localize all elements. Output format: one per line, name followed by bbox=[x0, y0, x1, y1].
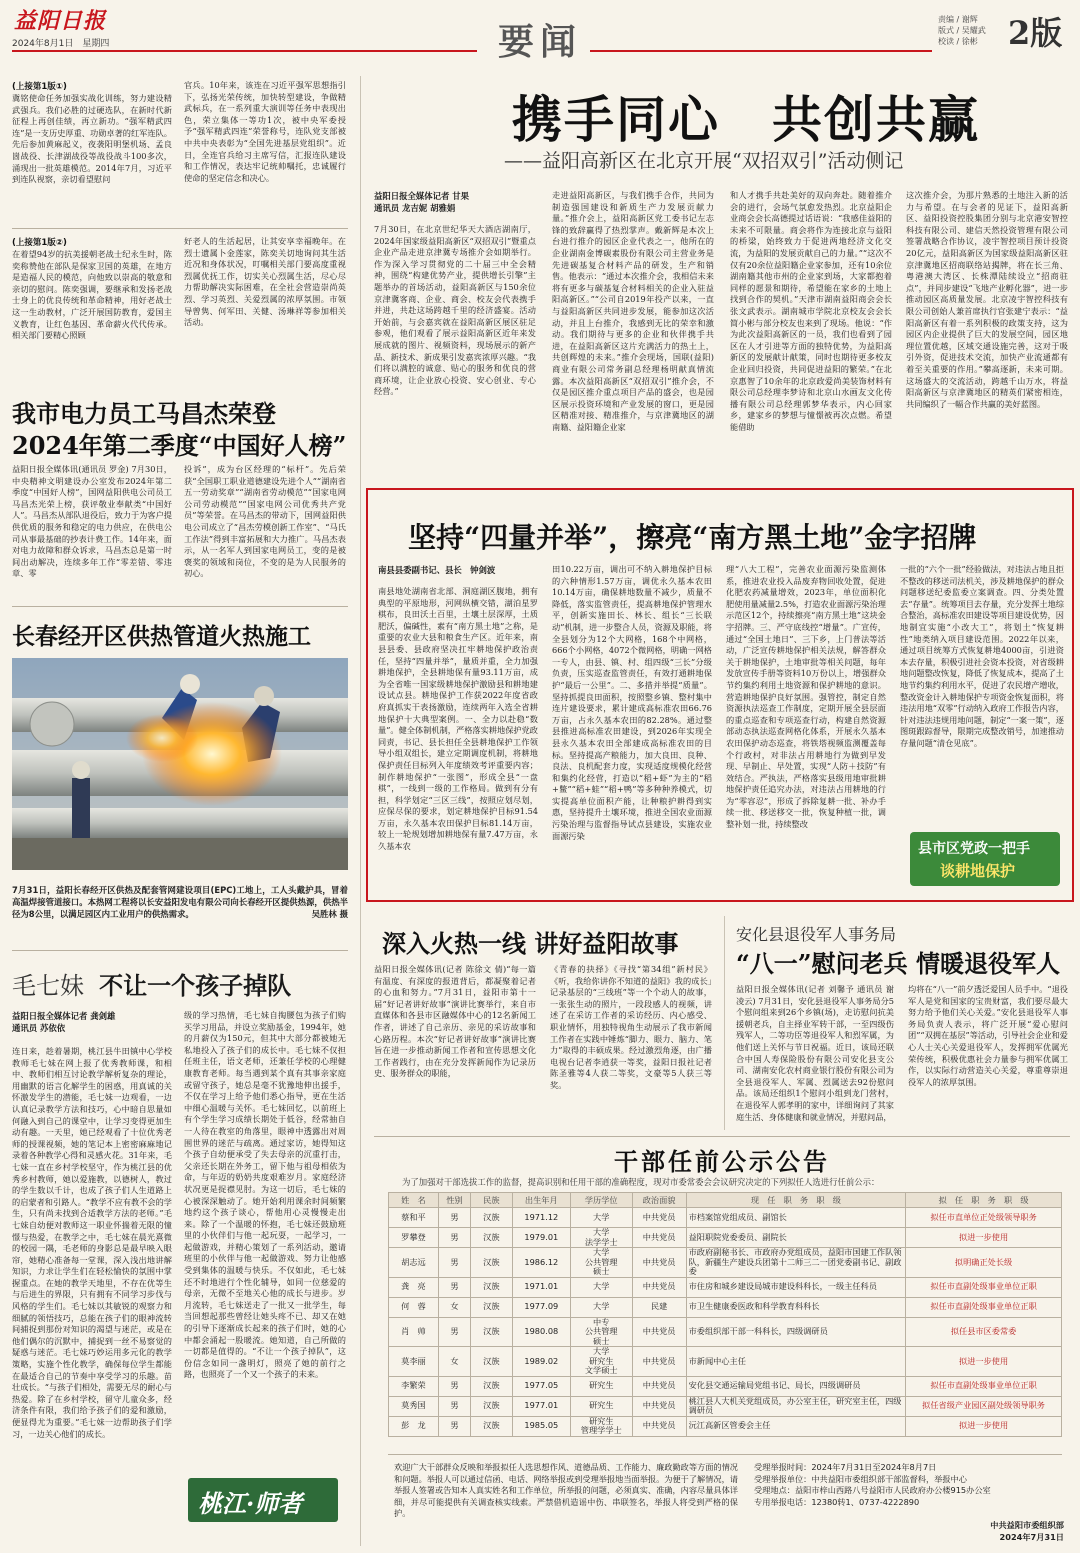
report-info bbox=[754, 1462, 1064, 1543]
table-cell: 汉族 bbox=[470, 1277, 512, 1297]
notice-signature: 中共益阳市委组织部 bbox=[990, 1520, 1064, 1530]
divider bbox=[12, 950, 348, 951]
article-text-col: 连日来，趁着暑期，桃江县牛田镇中心学校教师毛七妹在网上报了优秀教师课，和相中、教师们相互讨论教学解析复杂的理论，用幽默的语言化解学生的困惑，用真诚的关怀激发学生的潜能，毛七妹一边观看，一边认真记录教学方法和技巧，心中暗自思量如何融入到自己的课堂中，让学习变得更加生动有趣。一天里，她已经观看了十位优秀老师的授课视频，她的笔记本上密密麻麻地记录着各种教学心得和灵感火花。31年来，毛七妹一直在乡村学校坚守，作为桃江县的优秀乡村教师，她以爱施教，以德树人，教过的学生数以千计，也成了孩子们人生道路上的启蒙者和引路人。“教学不应有教不会的学生，只有尚未找到合适教学方法的老师。”毛七妹自幼便对教师这一职业怀揣着无限的憧憬与热爱，在教学之中，毛七妹在晨光熹微的校园一隅，毛老师的身影总是最早映入眼帘，她精心准备每一堂课，深入浅出地讲解知识，力求让学生们在轻松愉快的氛围中掌握重点。在她的教学天地里，不存在优等生与后进生的界限，只有拥有不同学习步伐与风格的学生们。毛七妹以其敏锐的观察力和细腻的领悟技巧，总能在孩子们的眼神流转间捕捉到那份对知识的渴望与迷茫，或是在他们偶尔的沉默中，捕捉到一丝不易察觉的疑惑与迷茫。毛七妹巧妙运用多元化的教学策略，实施个性化教学，确保每位学生都能在最适合自己的节奏中享受学习的乐趣。苗壮成长。“与孩子们相处，需要无尽的耐心与热爱。除了在乡村学校，留守儿童众多，经济条件有限，我们给予孩子们的爱和激励，便显得尤为重要。”毛七妹一边帮助孩子们学习，一边关心他们的成长。 bbox=[12, 1046, 172, 1439]
table-cell: 大学 bbox=[570, 1208, 632, 1228]
table-cell: 中共党员 bbox=[632, 1376, 686, 1396]
column-badge bbox=[188, 1478, 338, 1522]
table-cell: 1971.12 bbox=[512, 1208, 570, 1228]
construction-photo bbox=[12, 658, 348, 870]
table-cell: 1985.05 bbox=[512, 1416, 570, 1436]
column-rule bbox=[360, 76, 361, 1546]
editor-line: 责编 / 谢辉 bbox=[938, 15, 978, 24]
article-text-col: 益阳日报全媒体讯(通讯员 罗金) 7月30日，中央精神文明建设办公室发布2024年第二季度“中国好人榜”，国网益阳供电公司员工马昌杰光荣上榜，获评敬业奉献类“中国好人”。马昌杰从部队退役后，致力于为客户提供优质的服务和稳定的电力供应，在供电公司从事最基础的抄表计费工作。14年来，面对电力故障和群众诉求，马昌杰总是第一时间出动解决，连续多年工作“零差错、零违章、零 bbox=[12, 464, 172, 579]
jump-text-col: 在着望94岁的抗美援朝老战士纪永生时，陈奕称赞他在部队是保家卫国的英雄，在地方是造福人民的模范，向他致以崇高的敬意和亲切的慰问。陈奕强调，要继承和发扬老战士身上的优良传统和革命精神，用好老战士这一生动教材，广泛开展国防教育，爱国主义教育，让红色基因、革命薪火代代传承。相关部门要精心照顾 bbox=[12, 249, 172, 341]
table-cell: 彭 龙 bbox=[389, 1416, 439, 1436]
newspaper-logo: 益阳日报 bbox=[14, 8, 107, 34]
notice-footer-rule bbox=[388, 1454, 1062, 1455]
table-row bbox=[389, 1416, 1062, 1436]
jump-label: (上接第1版①) bbox=[12, 82, 67, 92]
badge-text: 桃江·师者 bbox=[198, 1489, 303, 1518]
jump-text-col: 冀铭使命任务加强实战化训练，努力建设精武强兵。我们必胜的过硬选队，在新时代新征程上再创佳绩，再立新功。“强军精武四连”是一支历史厚重、功勋卓著的红军连队。先后参加黄麻起义，夜袭阳明堡机场、孟良崮战役、长津湖战役等战役战斗100多次，涌现出一批英雄模范。2014年7月，习近平到连队视察，亲切看望慰问 bbox=[12, 93, 172, 185]
article-text-col: 均将在“八一”前夕透泛爱国人员手中。“退役军人是党和国家的宝贵财富，我们要尽最大努力给予他们关心关爱。”安化县退役军人事务局负责人表示，将广泛开展“爱心慰问团”“双拥在基层”等活动，引导社会企业和爱心人士关心关爱退役军人，发挥拥军优属光荣传统，积极优惠社会力量参与拥军优属工作，以实际行动营造关心关爱，尊重尊崇退役军人的浓厚氛围。 bbox=[908, 984, 1068, 1087]
article-text-col: 南县地处湖南省北部、洞庭湖区腹地，拥有典型的平原地形，河网纵横交错，湖泊星罗棋布，良田沃土百里，土壤土层深厚，土质肥沃，偏碱性，素有“南方黑土地”之称，是重要的农业大县和粮食生产区。近年来，南县县委、县政府坚决扛牢耕地保护政治责任，坚持“四量并举”，量质并重，全力加强耕地保护，全县耕地保有量93.11万亩，成为全省唯一国家级耕地保护激励县和耕地建设试点县。耕地保护工作获2022年度省政府真抓实干表扬激励，连续两年入选全省耕地保护十大典型案例。一、全力以赴稳“数量”。健全体制机制，严格落实耕地保护党政同责，书记、县长担任全县耕地保护工作领导小组双组长，建立定期调度机制，将耕地保护责任目标列入年度绩效考评重要内容；制作耕地保护“一张图”，形成全县“一盘棋”，一线到一级的工作格局。做到有分有担，科学划定“三区三线”，按照应划尽划，应保尽保的要求，划定耕地保护目标91.54万亩，永久基本农田保护目标81.14万亩，较上一轮规划增加耕地保有量7.47万亩，永久基本农 bbox=[378, 586, 538, 852]
table-cell: 莫李丽 bbox=[389, 1347, 439, 1377]
byline: 通讯员 龙吉妮 胡雅娟 bbox=[374, 203, 456, 213]
table-cell: 汉族 bbox=[470, 1248, 512, 1278]
kicker: 安化县退役军人事务局 bbox=[736, 925, 897, 944]
jump-label: (上接第1版②) bbox=[12, 238, 67, 248]
table-cell: 男 bbox=[438, 1228, 470, 1248]
table-cell: 拟明确正处长级 bbox=[906, 1248, 1062, 1278]
masthead bbox=[0, 0, 1080, 66]
divider bbox=[12, 228, 348, 229]
article-text-col: 益阳日报全媒体讯(记者 刘馨予 通讯员 谢凌云) 7月31日，安化县退役军人事务局分5个慰问组来到26个乡镇(场)，走访慰问抗美援朝老兵，自主择业军转干部，一至四级伤残军人，二等功臣等退役军人和烈军属，为他们送上关怀与节日祝福。近日，该局还联合中国人寿保险股份有限公司安化县支公司、湖南安化农村商业银行股份有限公司为全县退役军人、军属、烈属送去92份慰问品。该局还组织1个慰问小组到龙门营村，在退役军人郭孝明的家中，详细询问了其家庭生活、身体健康和就业情况，并慰问品， bbox=[736, 984, 894, 1122]
article-main bbox=[374, 74, 1068, 482]
table-cell: 沅江高新区管委会主任 bbox=[686, 1416, 906, 1436]
table-cell: 中共党员 bbox=[632, 1228, 686, 1248]
table-cell: 1980.08 bbox=[512, 1317, 570, 1347]
headline: 我市电力员工马昌杰荣登 bbox=[12, 399, 276, 428]
table-cell: 大学 法学学士 bbox=[570, 1228, 632, 1248]
jump-article-2 bbox=[12, 236, 348, 356]
article-text-col: 7月30日，在北京世纪华天大酒店湖南厅，2024年国家级益阳高新区“双招双引”暨重点企业产品走进京津冀专场推介会如期举行。作为深入学习贯彻党的二十届三中全会精神，围绕“构建优势产业，提供增长引擎”主题举办的首场活动，益阳高新区与150余位京津冀客商、企业、商会、校友会代表携手并进，共赴这场跨越千里的经济盛宴。活动开始前，与会嘉宾就在益阳高新区展区驻足参观，他们观看了展示益阳高新区近年来发展成就的图片、视频资料，现场展示的新产品、新技术、新成果引发嘉宾浓厚兴趣。“我们将以满腔的诚意、贴心的服务和优良的营商环境，让企业放心投资、安心创业、专心经营。” bbox=[374, 224, 536, 397]
photo-credit: 吴胜林 摄 bbox=[311, 909, 348, 919]
headline: 坚持“四量并举”，擦亮“南方黑土地”金字招牌 bbox=[408, 521, 977, 554]
masthead-rule bbox=[12, 50, 477, 52]
byline: 益阳日报全媒体记者 甘果 bbox=[374, 191, 470, 201]
table-cell: 胡志远 bbox=[389, 1248, 439, 1278]
table-row bbox=[389, 1376, 1062, 1396]
table-cell: 1977.09 bbox=[512, 1297, 570, 1317]
table-cell: 男 bbox=[438, 1396, 470, 1416]
column-header: 民族 bbox=[470, 1193, 512, 1208]
headline-name: 毛七妹 bbox=[12, 972, 84, 1000]
table-cell: 汉族 bbox=[470, 1208, 512, 1228]
column-header: 政治面貌 bbox=[632, 1193, 686, 1208]
article-text-col: 一批的“六个一批”经验做法，对违法占地且拒不整改的移送司法机关，涉及耕地保护的群众问题移送纪委监委立案调查。四、分类处置去“存量”。统筹项目去存量，充分发挥土地综合整治，高标准农田建设等项目建设优势，因地制宜实施“小改大工”，将划土“恢复耕性”地类纳入项目建设范围。2022年以来，通过项目统筹方式恢复耕地4000亩，引进资本去存量，积极引进社会资本投资，对省级耕地问题整改恢复，降低了恢复成本，提高了土地节约集约利用水平，促进了农民增产增收，整改资金计入耕地保护专项资金恢复面积，将违法用地“双零”行动纳入政府工作报告内容，针对违法违规用地问题，制定“一案一策”，逐图斑跟踪督导，限期完成整改销号，加速推动存量问题“清仓见底”。 bbox=[900, 564, 1064, 748]
article-text-col: 级的学习热情，毛七妹自掏腰包为孩子们购买学习用品，并设立奖励基金，1994年，她的月薪仅为150元，但其中大部分都被她无私地投入了孩子们的成长中。毛七妹不仅担任班主任，语文老师，还兼任学校的心理健康教育老师。每当遇到某个真有其事亲家庭或留守孩子，她总是毫不犹豫地伸出援手，不仅在学习上给予他们悉心指导，更在生活中细心温暖与关怀。毛七妹回忆，以前班上有个学生学习成绩长期处于低谷，经常抽自一人待在教室的角落里，眼神中透露出对周围世界的迷茫与疏离。通过家访，她得知这个孩子自幼便承受了失去母亲的沉重打击，父亲还长期在外务工，留下他与祖母相依为命，与年迈的奶奶共度艰难岁月。家庭经济状况更是捉襟见肘。为这一切后，毛七妹的心被深深触动了。她开始利用课余时间频繁地约这个孩子谈心，帮他用心灵慢慢走出来。除了一个温暖的怀抱，毛七妹还鼓励班里的小伙伴们与他一起玩耍，一起学习，一起做游戏，并精心策划了一系列活动，邀请班里的小伙伴与他一起做游戏、努力让他感受到集体的温暖与快乐。不仅如此，毛七妹还不时地进行个性化辅导，如同一位慈爱的母亲，无微不至地关心他的成长与进步。岁月流转，毛七妹送走了一批又一批学生，每当回想起那些曾经让她头疼不已、却又在她的引导下逐渐成长起来的孩子们时，她的心中都会涌起一股暖流。她知道，自己所做的一切都是值得的。“不让一个孩子掉队”，这份信念如同一盏明灯，照亮了她的前行之路，也照亮了一个又一个孩子的未来。 bbox=[184, 1010, 346, 1380]
table-cell: 市住房和城乡建设局城市建设科科长，一级主任科员 bbox=[686, 1277, 906, 1297]
series-badge bbox=[910, 832, 1060, 886]
editor-line: 校读 / 徐彬 bbox=[938, 37, 978, 46]
article-teacher bbox=[12, 966, 348, 1546]
report-line: 受理举报时间：2024年7月31日至2024年8月7日 bbox=[754, 1462, 937, 1472]
column-header: 现 任 职 务 职 级 bbox=[686, 1193, 906, 1208]
table-cell: 男 bbox=[438, 1376, 470, 1396]
table-cell: 大学 公共管理 硕士 bbox=[570, 1248, 632, 1278]
article-text-col: 这次推介会，为那片熟悉的土地注入新的活力与希望。在与会者的见证下，益阳高新区、益阳投资控股集团分别与北京港安智控科技有限公司、建信天然投资管理有限公司签署战略合作协议，凌宇智控项目预计投资20亿元，益阳高新区为国家级益阳高新区驻京津冀地区招商联络站揭牌，将在长三角、粤港澳大湾区、长株潭陆续设立“招商驻点”，并同步建设“飞地产业孵化器”，进一步推动园区高质量发展。北京凌宇智控科技有限公司创始人兼首席执行官张建宁表示：“益阳高新区有着一系列积极的政策支持，这为园区内企业提供了巨大的发展空间，园区地理位置优越，区域交通设施完善，这对于吸引外资，促进技术交流，加快产业流通都有着至关重要的作用。”攀高逐新，未来可期。这场盛大的交流活动，跨越千山万水，将益阳高新区与京津冀地区的精英们紧密相连，共同编织了一幅合作共赢的美好蓝图。 bbox=[906, 190, 1068, 409]
article-text-col: 田10.22万亩，调出可不纳入耕地保护目标的六种情形1.57万亩，调优永久基本农田10.14万亩，确保耕地数量不减少，质量不降低，落实监管责任，提高耕地保护管理水平，创新实施田长、林长、组长“三长联动”机制，进一步整合人员，资源及职能，将全县划分为12个大网格，168个中网格，666个小网格，4072个微网格，明确一网格一专人，由县、镇、村、组四级“三长”分级负责，压实巡查监管责任，有效打通耕地保护“最后一公里”。二、多措并举提“质量”。坚持抓提良田面积，按照整乡镇、整村集中连片建设要求，累计建成高标准农田66.76万亩，占永久基本农田的82.28%。通过整县推进高标准农田建设，到2026年实现全县永久基本农田全部建成高标准农田的目标。坚持提高产粮能力，加大良田、良种、良法、良机配套力度，实现适度规模化经营和集约化经营，打造以“稻+虾”为主的“稻+鳖”“稻+蛙”“稻+鸭”等多种种养模式，切实提高单位面积产能，让种粮护耕得到实惠，坚持提升土壤环境，推进全国农业面源污染治理与监督指导试点县建设，实施农业面源污染 bbox=[552, 564, 712, 841]
table-cell: 研究生 bbox=[570, 1396, 632, 1416]
editor-line: 版式 / 吴耀武 bbox=[938, 26, 986, 35]
table-cell: 汉族 bbox=[470, 1347, 512, 1377]
byline: 益阳日报全媒体记者 龚剑雄 bbox=[12, 1011, 116, 1021]
table-cell: 市政府副秘书长、市政府办党组成员，益阳市国建工作队领队，新疆生产建设兵团第十二师三二一团党委副书记、副政委 bbox=[686, 1248, 906, 1278]
table-row bbox=[389, 1248, 1062, 1278]
notice-title: 干部任前公示公告 bbox=[614, 1147, 830, 1176]
table-cell: 1986.12 bbox=[512, 1248, 570, 1278]
table-row bbox=[389, 1396, 1062, 1416]
table-cell: 民建 bbox=[632, 1297, 686, 1317]
table-cell: 1977.01 bbox=[512, 1396, 570, 1416]
table-cell: 中共党员 bbox=[632, 1347, 686, 1377]
article-text-col: 益阳日报全媒体讯(记者 陈徐文 倩)“每一篇有温度、有深度的报道背后，都凝聚着记者的心血和努力。”7月31日，益阳市第十一届“好记者讲好故事”演讲比赛举行，来自市直媒体和各县市区融媒体中心的12名新闻工作者，讲述了自己亲历、亲见的采访故事和心路历程。本次“好记者讲好故事”演讲比赛旨在进一步推动新闻工作者和宣传思想文化工作者践行，由在充分发挥新闻作为记录历史、服务群众的职能， bbox=[374, 964, 536, 1079]
table-cell: 男 bbox=[438, 1277, 470, 1297]
divider bbox=[12, 606, 348, 607]
editor-credits bbox=[938, 14, 986, 47]
table-cell: 汉族 bbox=[470, 1297, 512, 1317]
table-row bbox=[389, 1297, 1062, 1317]
table-cell: 大学 研究生 文学硕士 bbox=[570, 1347, 632, 1377]
table-cell: 汉族 bbox=[470, 1317, 512, 1347]
table-cell: 拟进一步使用 bbox=[906, 1347, 1062, 1377]
headline: 深入火热一线 讲好益阳故事 bbox=[382, 929, 679, 958]
notice-intro: 为了加强对干部选拔工作的监督，提高识别和任用干部的准确程度，现对市委常委会会议研究决定的下列拟任人选进行任前公示： bbox=[402, 1177, 880, 1187]
table-cell: 中共党员 bbox=[632, 1248, 686, 1278]
badge-line: 县市区党政一把手 bbox=[918, 841, 1030, 857]
table-cell: 中共党员 bbox=[632, 1396, 686, 1416]
jump-article-1 bbox=[12, 80, 348, 202]
table-cell: 男 bbox=[438, 1208, 470, 1228]
table-cell: 拟进一步使用 bbox=[906, 1416, 1062, 1436]
table-row bbox=[389, 1317, 1062, 1347]
table-cell: 安化县交通运输局党组书记、局长，四级调研员 bbox=[686, 1376, 906, 1396]
jump-text-col: 好老人的生活起居，让其安享幸福晚年。在烈士遗属卜金莲家，陈奕关切地询问其生活近况和身体状况，叮嘱相关部门要高度重视烈属优抚工作，切实关心烈属生活，尽心尽力帮助解决实际困难，在全社会营造崇尚英烈、学习英烈、关爱烈属的浓厚氛围。市领导曾隽、何军田、关健、汤琳祥等参加相关活动。 bbox=[184, 236, 346, 328]
column-header: 拟 任 职 务 职 级 bbox=[906, 1193, 1062, 1208]
article-veterans bbox=[736, 914, 1070, 1132]
table-cell: 莫秀国 bbox=[389, 1396, 439, 1416]
table-cell: 汉族 bbox=[470, 1416, 512, 1436]
table-cell: 研究生 管理学学士 bbox=[570, 1416, 632, 1436]
table-row bbox=[389, 1347, 1062, 1377]
report-line: 专用举报电话：12380转1、0737-4222890 bbox=[754, 1496, 920, 1507]
headline: “八一”慰问老兵 情暖退役军人 bbox=[736, 949, 1060, 978]
welders-photo-illustration bbox=[12, 658, 348, 870]
table-row bbox=[389, 1228, 1062, 1248]
table-cell: 大学 bbox=[570, 1277, 632, 1297]
table-cell: 桃江县人大机关党组成员，办公室主任，研究室主任，四级调研员 bbox=[686, 1396, 906, 1416]
page-number: 2版 bbox=[1008, 14, 1063, 52]
table-cell: 男 bbox=[438, 1416, 470, 1436]
table-cell: 汉族 bbox=[470, 1228, 512, 1248]
caption-text: 7月31日，益阳长春经开区供热及配套管网建设项目(EPC)工地上，工人头戴护具，冒着高温焊接管道接口。本热网工程将以长安益阳发电有限公司向长春经开区提供热源，供热半径为8公里，以满足园区内工业用户的供热需求。 bbox=[12, 885, 348, 919]
table-cell: 男 bbox=[438, 1317, 470, 1347]
table-cell: 中专 公共管理 硕士 bbox=[570, 1317, 632, 1347]
table-cell: 李繁荣 bbox=[389, 1376, 439, 1396]
notice-footer-text: 欢迎广大干部群众反映和举报拟任人选思想作风、道德品质、工作能力、廉政勤政等方面的情况和问题。举报人可以通过信函、电话、网络举报或到受理举报地当面举报。为便于了解情况，请举报人签署或告知本人真实姓名和工作单位，所举报的问题，必须真实、准确，内容尽量具体详细，并尽可能提供有关调查核实线索。严禁借机造谣中伤、串联签名，举报人将受到严格的保护。 bbox=[394, 1462, 738, 1519]
report-line: 受理举报单位：中共益阳市委组织部干部监督科，举报中心 bbox=[754, 1473, 967, 1484]
table-cell: 男 bbox=[438, 1248, 470, 1278]
table-cell: 1971.01 bbox=[512, 1277, 570, 1297]
report-line: 受理地点：益阳市梓山西路八号益阳市人民政府办公楼915办公室 bbox=[754, 1485, 991, 1495]
byline: 南县县委副书记、县长 钟剑波 bbox=[378, 565, 496, 575]
table-cell: 拟任省级产业园区副处级领导职务 bbox=[906, 1396, 1062, 1416]
table-cell: 女 bbox=[438, 1347, 470, 1377]
table-cell: 蔡和平 bbox=[389, 1208, 439, 1228]
table-cell: 中共党员 bbox=[632, 1317, 686, 1347]
table-cell: 龚 亮 bbox=[389, 1277, 439, 1297]
table-cell: 1979.01 bbox=[512, 1228, 570, 1248]
table-cell: 中共党员 bbox=[632, 1208, 686, 1228]
table-cell: 中共党员 bbox=[632, 1416, 686, 1436]
table-cell: 拟任市直副处级事业单位正职 bbox=[906, 1297, 1062, 1317]
table-row bbox=[389, 1208, 1062, 1228]
headline: 长春经开区供热管道火热施工 bbox=[12, 623, 311, 650]
notice-rule bbox=[374, 1136, 1070, 1137]
table-cell: 市新闻中心主任 bbox=[686, 1347, 906, 1377]
table-cell: 女 bbox=[438, 1297, 470, 1317]
table-cell: 研究生 bbox=[570, 1376, 632, 1396]
table-row bbox=[389, 1277, 1062, 1297]
headline bbox=[12, 966, 291, 1001]
appointment-table bbox=[388, 1192, 1062, 1437]
column-header: 性别 bbox=[438, 1193, 470, 1208]
byline: 通讯员 苏依依 bbox=[12, 1023, 66, 1033]
column-header: 学历学位 bbox=[570, 1193, 632, 1208]
table-cell: 1977.05 bbox=[512, 1376, 570, 1396]
table-cell: 拟任市直副处级事业单位正职 bbox=[906, 1277, 1062, 1297]
table-cell: 罗攀登 bbox=[389, 1228, 439, 1248]
section-title: 要闻 bbox=[498, 21, 583, 63]
table-cell: 1989.02 bbox=[512, 1347, 570, 1377]
table-cell: 大学 bbox=[570, 1297, 632, 1317]
table-header-row bbox=[389, 1193, 1062, 1208]
issue-date: 2024年8月1日 星期四 bbox=[12, 39, 110, 49]
column-rule bbox=[724, 916, 725, 1130]
main-subhead: ——益阳高新区在北京开展“双招双引”活动侧记 bbox=[504, 150, 904, 172]
main-headline: 携手同心 共创共赢 bbox=[512, 90, 980, 149]
cadre-notice bbox=[374, 1136, 1070, 1546]
table-cell: 汉族 bbox=[470, 1396, 512, 1416]
photo-caption bbox=[12, 884, 348, 920]
article-storytelling bbox=[374, 914, 714, 1132]
table-cell: 市档案馆党组成员、副馆长 bbox=[686, 1208, 906, 1228]
table-cell: 益阳职院党委委员、副院长 bbox=[686, 1228, 906, 1248]
article-text-col: 和人才携手共赴美好的双向奔赴。随着推介会的进行，会场气氛愈发热烈。北京益阳企业商会会长高德提过话语说：“我感佳益阳的未来不可限量。商会将作为连接北京与益阳的桥梁，始终致力于促进两地经济文化交流，为益阳的发展贡献自己的力量。”“这次不仅有20余位益阳籍企业家参加，还有10余位湖南籍其他市州的企业家到场，大家都抱着同样的愿景和期待，希望能在家乡的土地上找到合作的契机。”天津市湖南益阳商会会长张文武表示。湖南城市学院北京校友会会长简小彬与部分校友也来到了现场。他说：“作为此次益阳高新区的一员，我们也看到了园区在人才引进等方面的独特优势，为益阳高新区的发展献计献策，同时也期待更多校友企业回归投资，共同促进益阳的繁荣。”在北京惠智了10余年的北京政爱尚美装饰材料有限公司总经理李梦诗和北京山水画友文化传播有限公司总经理郭梦华表示，内心回家乡，建家乡的梦想与憧憬被再次点燃。希望能借助 bbox=[730, 190, 892, 432]
table-cell: 市委组织部干部一科科长，四级调研员 bbox=[686, 1317, 906, 1347]
column-header: 姓 名 bbox=[389, 1193, 439, 1208]
column-header: 出生年月 bbox=[512, 1193, 570, 1208]
table-cell: 市卫生健康委医政和科学教育科科长 bbox=[686, 1297, 906, 1317]
headline-rest: 不让一个孩子掉队 bbox=[99, 971, 292, 1000]
notice-date: 2024年7月31日 bbox=[999, 1531, 1064, 1542]
jump-text-col: 官兵。10年来，该连在习近平强军思想指引下，弘扬光荣传统，加快转型建设，争做精武标兵，在一系列重大演训等任务中表现出色，荣立集体一等功1次，被中央军委授予“强军精武四连”荣誉称号，连队党支部被中共中央表彰为“全国先进基层党组织”。近日，全连官兵给习主席写信，汇报连队建设和工作情况，表达牢记统帅嘱托，忠诚履行使命的坚定信念和决心。 bbox=[184, 80, 346, 183]
table-cell: 中共党员 bbox=[632, 1277, 686, 1297]
table-cell: 汉族 bbox=[470, 1376, 512, 1396]
table-cell: 拟任市直副处级事业单位正职 bbox=[906, 1376, 1062, 1396]
table-cell: 拟任县市区委常委 bbox=[906, 1317, 1062, 1347]
table-cell: 肖 帅 bbox=[389, 1317, 439, 1347]
article-land-protection bbox=[366, 488, 1074, 902]
article-text-col: 走进益阳高新区，与我们携手合作，共同为制造强国建设和新质生产力发展贡献力量。”推介会上，益阳高新区党工委书记左志锋的致辞赢得了热烈掌声。戴新辉是本次上台进行推介的园区企业代表之一，他所在的企业湖南金博碳素股份有限公司主营业务是先进碳基复合材料产品的研发，生产和销售。他表示：“通过本次推介会，我相信未来将有更多与碳基复合材料相关的企业入驻益阳高新区。”“公司自2019年投产以来，一直与益阳高新区共同进步发展，能参加这次活动，并且上台推介，我感到无比的荣幸和激动。我们期待与更多的企业和伙伴携手共进，在益阳高新区这片充满活力的热土上，共创辉煌的未来。”推介会现场，国联(益阳)商业有限公司常务副总经理杨明献真情流露。本次益阳高新区“双招双引”推介会，不仅是园区推介重点项目产品的盛会，也是园区展示投资环境和产业发展的窗口，更是园区精准对接、精准推介，与京津冀地区的湖南籍、益阳籍企业家 bbox=[552, 190, 714, 432]
masthead-rule-right bbox=[590, 50, 932, 52]
article-heating-pipe bbox=[12, 618, 348, 948]
article-power-employee bbox=[12, 394, 348, 600]
table-cell: 何 蓉 bbox=[389, 1297, 439, 1317]
headline: 2024年第二季度“中国好人榜” bbox=[12, 431, 347, 460]
table-cell: 拟进一步使用 bbox=[906, 1228, 1062, 1248]
article-text-col: 投诉”，成为台区经理的“标杆”。先后荣获“全国职工职业道德建设先进个人”“湖南省五一劳动奖章”“湖南省劳动模范”“国家电网公司劳动模范”“国家电网公司优秀共产党员”等荣誉。在马昌杰的带动下，国网益阳供电公司成立了“昌杰劳模创新工作室”、“马氏工作法”得到丰富拓展和大力推广。马昌杰表示，从一名军人到国家电网员工，变的是被褒奖的领域和岗位，不变的是为人民服务的初心。 bbox=[184, 464, 346, 579]
badge-line: 谈耕地保护 bbox=[940, 862, 1016, 880]
table-cell: 拟任市直单位正处级领导职务 bbox=[906, 1208, 1062, 1228]
article-text-col: 《青春的抉择》《寻找“第34组”新村民》《听，我给你讲你不知道的益阳》我的成长」记录基层的“三线班”等一个个动人的故事，一张张生动的照片，一段段感人的视频，讲述了在采访工作者的采访经历、内心感受、职业情怀，用独特视角生动展示了我市新闻工作者在实践中锤炼“脚力、眼力、脑力、笔力”取得的丰硕成果。经过激烈角逐，由广播电视台记者李逍获一等奖，益阳日报社记者陈圣雅等4人获二等奖，文豪等5人获三等奖。 bbox=[550, 964, 712, 1090]
article-text-col: 理“八大工程”，完善农业面源污染监测体系，推进农业投入品废弃物回收处置，促进化肥农药减量增效，2023年，单位面积化肥使用量减量2.5%，打造农业面源污染治理示范区12个，持续擦亮“南方黑土地”这块金字招牌。三、严守底线控“增量”。广宣传，通过“全国土地日”、三下乡，上门普法等活动，广泛宣传耕地保护相关法规，解答群众关于耕地保护，土地审批等相关问题，每年发放宣传手册等资料10万份以上，增强群众节约集约利用土地资源和保护耕地的意识。营造耕地保护良好氛围。强管控，制定自然资源执法巡查工作制度，定期开展全县层面的重点巡查和专项巡查行动，构建自然资源部动态执法巡查网格化体系，开展永久基本农田保护动态巡查，将铁塔视频监测覆盖每个行政村，对非法占用耕地行为做到早发现、早制止、早处置，实现“人防＋技防”有效结合。严执法，严格落实县级用地审批耕地保护责任追究办法，对违法占用耕地的行为“零容忍”，形成了拆除复耕一批、补办手续一批、移送移交一批，恢复种植一批，调整补划一批，持续整改 bbox=[726, 564, 886, 830]
